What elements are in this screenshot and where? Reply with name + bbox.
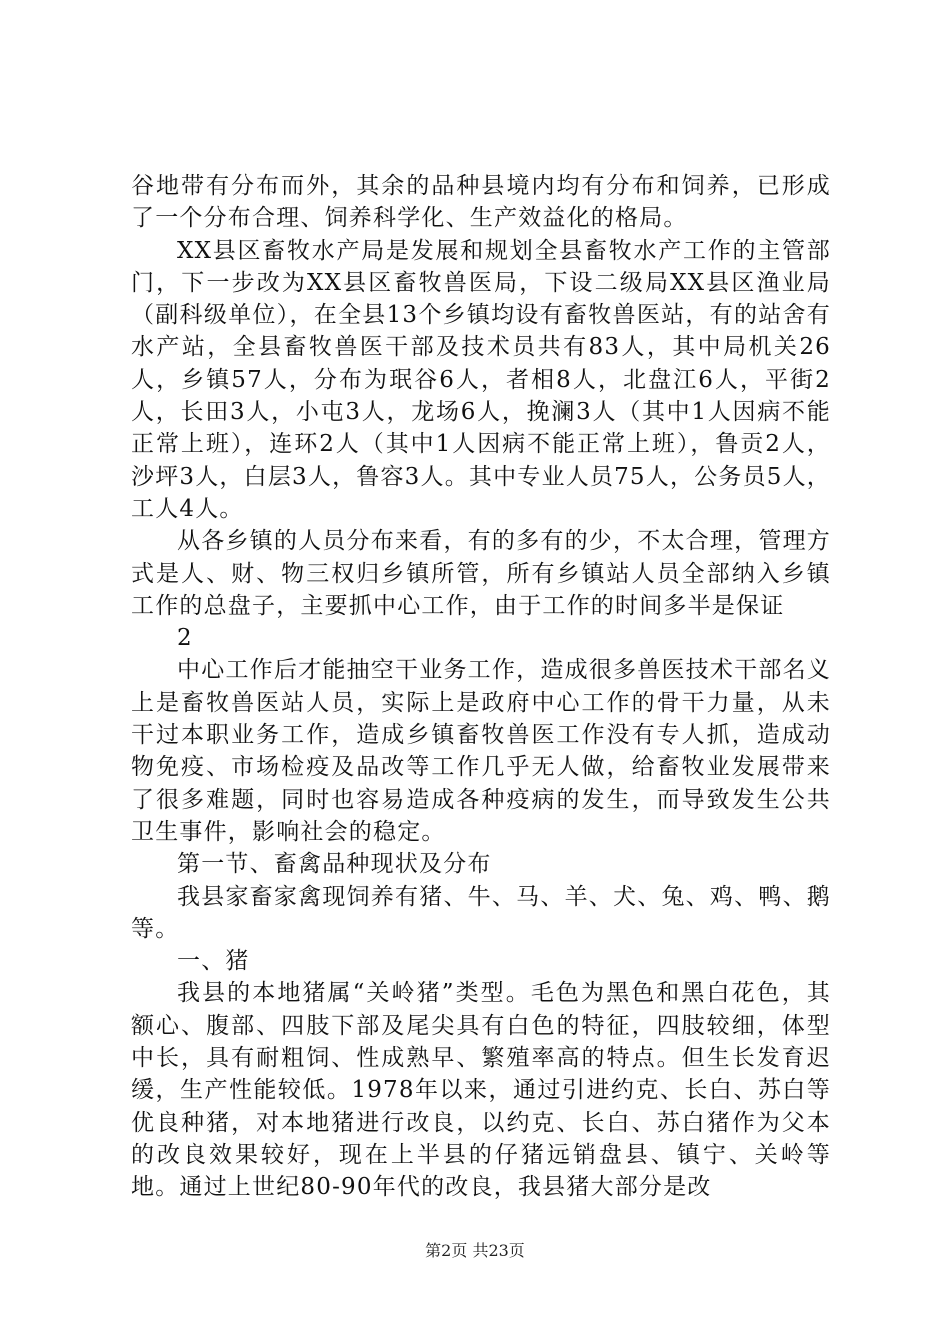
paragraph-staff-distribution: 从各乡镇的人员分布来看，有的多有的少，不太合理，管理方式是人、财、物三权归乡镇所管，所有乡镇站人员全部纳入乡镇工作的总盘子，主要抓中心工作，由于工作的时间多半是保证	[131, 528, 831, 619]
section-heading: 第一节、畜禽品种现状及分布	[177, 851, 492, 878]
subsection-heading-pig: 一、猪	[177, 948, 250, 975]
inline-page-number: 2	[177, 625, 192, 652]
paragraph-central-work: 中心工作后才能抽空干业务工作，造成很多兽医技术干部名义上是畜牧兽医站人员，实际上是政府中心工作的骨干力量，从未干过本职业务工作，造成乡镇畜牧兽医工作没有专人抓，造成动物免疫、市场检疫及品改等工作几乎无人做，给畜牧业发展带来了很多难题，同时也容易造成各种疫病的发生，而导致发生公共卫生事件，影响社会的稳定。	[131, 657, 831, 845]
paragraph-continuation: 谷地带有分布而外，其余的品种县境内均有分布和饲养，已形成了一个分布合理、饲养科学化、生产效益化的格局。	[131, 173, 831, 232]
document-body	[131, 170, 831, 1204]
paragraph-livestock-list: 我县家畜家禽现饲养有猪、牛、马、羊、犬、兔、鸡、鸭、鹅等。	[131, 883, 831, 942]
paragraph-bureau-staff: XX县区畜牧水产局是发展和规划全县畜牧水产工作的主管部门，下一步改为XX县区畜牧兽医局，下设二级局XX县区渔业局（副科级单位），在全县13个乡镇均设有畜牧兽医站，有的站舍有水产站，全县畜牧兽医干部及技术员共有83人，其中局机关26人，乡镇57人，分布为珉谷6人，者相8人，北盘江6人，平街2人，长田3人，小屯3人，龙场6人，挽澜3人（其中1人因病不能正常上班），连环2人（其中1人因病不能正常上班），鲁贡2人，沙坪3人，白层3人，鲁容3人。其中专业人员75人，公务员5人，工人4人。	[131, 237, 831, 522]
paragraph-pig-breed: 我县的本地猪属“关岭猪”类型。毛色为黑色和黑白花色，其额心、腹部、四肢下部及尾尖具有白色的特征，四肢较细，体型中长，具有耐粗饲、性成熟早、繁殖率高的特点。但生长发育迟缓，生产性能较低。1978年以来，通过引进约克、长白、苏白等优良种猪，对本地猪进行改良，以约克、长白、苏白猪作为父本的改良效果较好，现在上半县的仔猪远销盘县、镇宁、关岭等地。通过上世纪80-90年代的改良，我县猪大部分是改	[131, 980, 831, 1201]
page-footer: 第2页 共23页	[425, 1241, 525, 1260]
